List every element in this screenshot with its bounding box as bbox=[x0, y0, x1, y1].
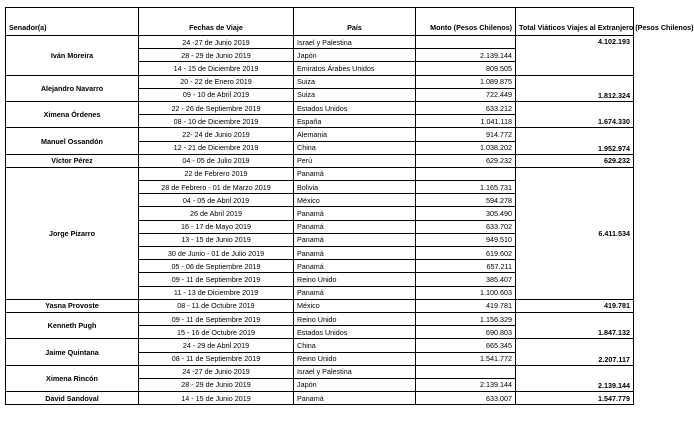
trip-amount-cell: 594.278 bbox=[416, 194, 516, 207]
trip-amount-cell: 633.702 bbox=[416, 220, 516, 233]
trip-dates-cell: 09 - 10 de Abril 2019 bbox=[139, 88, 294, 101]
trip-country-cell: Japón bbox=[294, 378, 416, 391]
trip-dates-cell: 22 - 26 de Septiembre 2019 bbox=[139, 101, 294, 114]
trip-amount-cell: 1.156.329 bbox=[416, 312, 516, 325]
trip-amount-cell: 690.803 bbox=[416, 326, 516, 339]
trip-dates-cell: 22- 24 de Junio 2019 bbox=[139, 128, 294, 141]
country-column-header: País bbox=[294, 8, 416, 36]
senator-total-cell: 2.139.144 bbox=[516, 365, 634, 391]
trip-dates-cell: 14 - 15 de Junio 2019 bbox=[139, 392, 294, 405]
trip-country-cell: Reino Unido bbox=[294, 352, 416, 365]
trip-country-cell: Panamá bbox=[294, 220, 416, 233]
trip-country-cell: Estados Unidos bbox=[294, 101, 416, 114]
senator-name-cell: Jorge Pizarro bbox=[6, 167, 139, 299]
trip-amount-cell: 1.541.772 bbox=[416, 352, 516, 365]
trip-country-cell: Panamá bbox=[294, 207, 416, 220]
table-row bbox=[6, 167, 634, 180]
trip-dates-cell: 08 - 11 de Octubre 2019 bbox=[139, 299, 294, 312]
trip-amount-cell bbox=[416, 365, 516, 378]
trip-country-cell: Suiza bbox=[294, 88, 416, 101]
total-column-header: Total Viáticos Viajes al Extranjero (Pesos Chilenos) bbox=[516, 8, 634, 36]
trip-country-cell: Panamá bbox=[294, 260, 416, 273]
trip-amount-cell bbox=[416, 36, 516, 49]
senator-total-cell: 4.102.193 bbox=[516, 36, 634, 76]
trip-country-cell: Reino Unido bbox=[294, 312, 416, 325]
senator-name-cell: Víctor Pérez bbox=[6, 154, 139, 167]
trip-country-cell: China bbox=[294, 141, 416, 154]
trip-dates-cell: 28 - 29 de Junio 2019 bbox=[139, 49, 294, 62]
trip-dates-cell: 20 - 22 de Enero 2019 bbox=[139, 75, 294, 88]
table-row bbox=[6, 312, 634, 325]
header-row bbox=[6, 8, 634, 36]
senator-name-cell: Yasna Provoste bbox=[6, 299, 139, 312]
trip-country-cell: Panamá bbox=[294, 233, 416, 246]
table-row bbox=[6, 75, 634, 88]
senator-total-cell: 2.207.117 bbox=[516, 339, 634, 365]
trip-amount-cell: 914.772 bbox=[416, 128, 516, 141]
trip-country-cell: Panamá bbox=[294, 167, 416, 180]
trip-country-cell: México bbox=[294, 194, 416, 207]
trip-country-cell: Israel y Palestina bbox=[294, 36, 416, 49]
trip-country-cell: Estados Unidos bbox=[294, 326, 416, 339]
trip-amount-cell: 2.139.144 bbox=[416, 378, 516, 391]
trip-dates-cell: 11 - 13 de Diciembre 2019 bbox=[139, 286, 294, 299]
trip-dates-cell: 28 - 29 de Junio 2019 bbox=[139, 378, 294, 391]
table-row bbox=[6, 128, 634, 141]
table-row bbox=[6, 101, 634, 114]
senator-name-cell: Iván Moreira bbox=[6, 36, 139, 76]
trip-amount-cell: 722.449 bbox=[416, 88, 516, 101]
senator-name-cell: Kenneth Pugh bbox=[6, 312, 139, 338]
senator-total-cell: 1.952.974 bbox=[516, 128, 634, 154]
trip-amount-cell bbox=[416, 167, 516, 180]
trip-dates-cell: 30 de Junio - 01 de Julio 2019 bbox=[139, 247, 294, 260]
senator-total-cell: 1.547.779 bbox=[516, 392, 634, 405]
trip-amount-cell: 633.007 bbox=[416, 392, 516, 405]
dates-column-header: Fechas de Viaje bbox=[139, 8, 294, 36]
trip-dates-cell: 09 - 11 de Septiembre 2019 bbox=[139, 312, 294, 325]
trip-country-cell: Japón bbox=[294, 49, 416, 62]
senator-total-cell: 419.781 bbox=[516, 299, 634, 312]
trip-amount-cell: 2.139.144 bbox=[416, 49, 516, 62]
trip-country-cell: Israel y Palestina bbox=[294, 365, 416, 378]
trip-dates-cell: 28 de Febrero - 01 de Marzo 2019 bbox=[139, 181, 294, 194]
trip-dates-cell: 14 - 15 de Diciembre 2019 bbox=[139, 62, 294, 75]
senator-name-cell: Ximena Rincón bbox=[6, 365, 139, 391]
trip-amount-cell: 419.781 bbox=[416, 299, 516, 312]
trip-amount-cell: 657.211 bbox=[416, 260, 516, 273]
amount-column-header: Monto (Pesos Chilenos) bbox=[416, 8, 516, 36]
trip-amount-cell: 665.345 bbox=[416, 339, 516, 352]
trip-country-cell: Reino Unido bbox=[294, 273, 416, 286]
senator-name-cell: Jaime Quintana bbox=[6, 339, 139, 365]
trip-dates-cell: 08 - 11 de Septiembre 2019 bbox=[139, 352, 294, 365]
trip-amount-cell: 1.089.875 bbox=[416, 75, 516, 88]
trip-dates-cell: 16 - 17 de Mayo 2019 bbox=[139, 220, 294, 233]
trip-amount-cell: 633.212 bbox=[416, 101, 516, 114]
senator-name-cell: Alejandro Navarro bbox=[6, 75, 139, 101]
trip-amount-cell: 385.407 bbox=[416, 273, 516, 286]
senator-total-cell: 1.847.132 bbox=[516, 312, 634, 338]
trip-amount-cell: 1.038.202 bbox=[416, 141, 516, 154]
senator-total-cell: 6.411.534 bbox=[516, 167, 634, 299]
table-row bbox=[6, 339, 634, 352]
senator-total-cell: 1.674.330 bbox=[516, 101, 634, 127]
trip-country-cell: Suiza bbox=[294, 75, 416, 88]
senator-column-header: Senador(a) bbox=[6, 8, 139, 36]
trip-dates-cell: 22 de Febrero 2019 bbox=[139, 167, 294, 180]
trip-dates-cell: 15 - 16 de Octubre 2019 bbox=[139, 326, 294, 339]
trip-dates-cell: 05 - 06 de Septiembre 2019 bbox=[139, 260, 294, 273]
trip-dates-cell: 12 - 21 de Diciembre 2019 bbox=[139, 141, 294, 154]
trip-dates-cell: 24 -27 de Junio 2019 bbox=[139, 365, 294, 378]
trip-country-cell: Alemania bbox=[294, 128, 416, 141]
trip-country-cell: Panamá bbox=[294, 392, 416, 405]
trip-amount-cell: 305.490 bbox=[416, 207, 516, 220]
trip-dates-cell: 04 - 05 de Julio 2019 bbox=[139, 154, 294, 167]
trip-amount-cell: 809.505 bbox=[416, 62, 516, 75]
trip-amount-cell: 1.041.118 bbox=[416, 115, 516, 128]
trip-dates-cell: 24 - 29 de Abril 2019 bbox=[139, 339, 294, 352]
trip-country-cell: España bbox=[294, 115, 416, 128]
table-row bbox=[6, 365, 634, 378]
trip-dates-cell: 13 - 15 de Junio 2019 bbox=[139, 233, 294, 246]
table-row bbox=[6, 299, 634, 312]
senator-total-cell: 629.232 bbox=[516, 154, 634, 167]
trip-amount-cell: 949.510 bbox=[416, 233, 516, 246]
trip-country-cell: Bolivia bbox=[294, 181, 416, 194]
travel-expenses-table bbox=[5, 7, 694, 405]
trip-country-cell: Emiratos Árabes Unidos bbox=[294, 62, 416, 75]
trip-dates-cell: 26 de Abril 2019 bbox=[139, 207, 294, 220]
table-row bbox=[6, 36, 634, 49]
table-row bbox=[6, 154, 634, 167]
trip-dates-cell: 24 -27 de Junio 2019 bbox=[139, 36, 294, 49]
senator-name-cell: Ximena Órdenes bbox=[6, 101, 139, 127]
trip-dates-cell: 04 - 05 de Abril 2019 bbox=[139, 194, 294, 207]
trip-amount-cell: 619.602 bbox=[416, 247, 516, 260]
trip-country-cell: China bbox=[294, 339, 416, 352]
trip-country-cell: México bbox=[294, 299, 416, 312]
table-body bbox=[6, 36, 634, 405]
senator-name-cell: Manuel Ossandón bbox=[6, 128, 139, 154]
trip-country-cell: Perú bbox=[294, 154, 416, 167]
senator-name-cell: David Sandoval bbox=[6, 392, 139, 405]
trip-country-cell: Panamá bbox=[294, 286, 416, 299]
senator-total-cell: 1.812.324 bbox=[516, 75, 634, 101]
trip-amount-cell: 1.165.731 bbox=[416, 181, 516, 194]
trip-country-cell: Panamá bbox=[294, 247, 416, 260]
trip-amount-cell: 1.100.603 bbox=[416, 286, 516, 299]
trip-amount-cell: 629.232 bbox=[416, 154, 516, 167]
table-row bbox=[6, 392, 634, 405]
trip-dates-cell: 09 - 11 de Septiembre 2019 bbox=[139, 273, 294, 286]
trip-dates-cell: 08 - 10 de Diciembre 2019 bbox=[139, 115, 294, 128]
